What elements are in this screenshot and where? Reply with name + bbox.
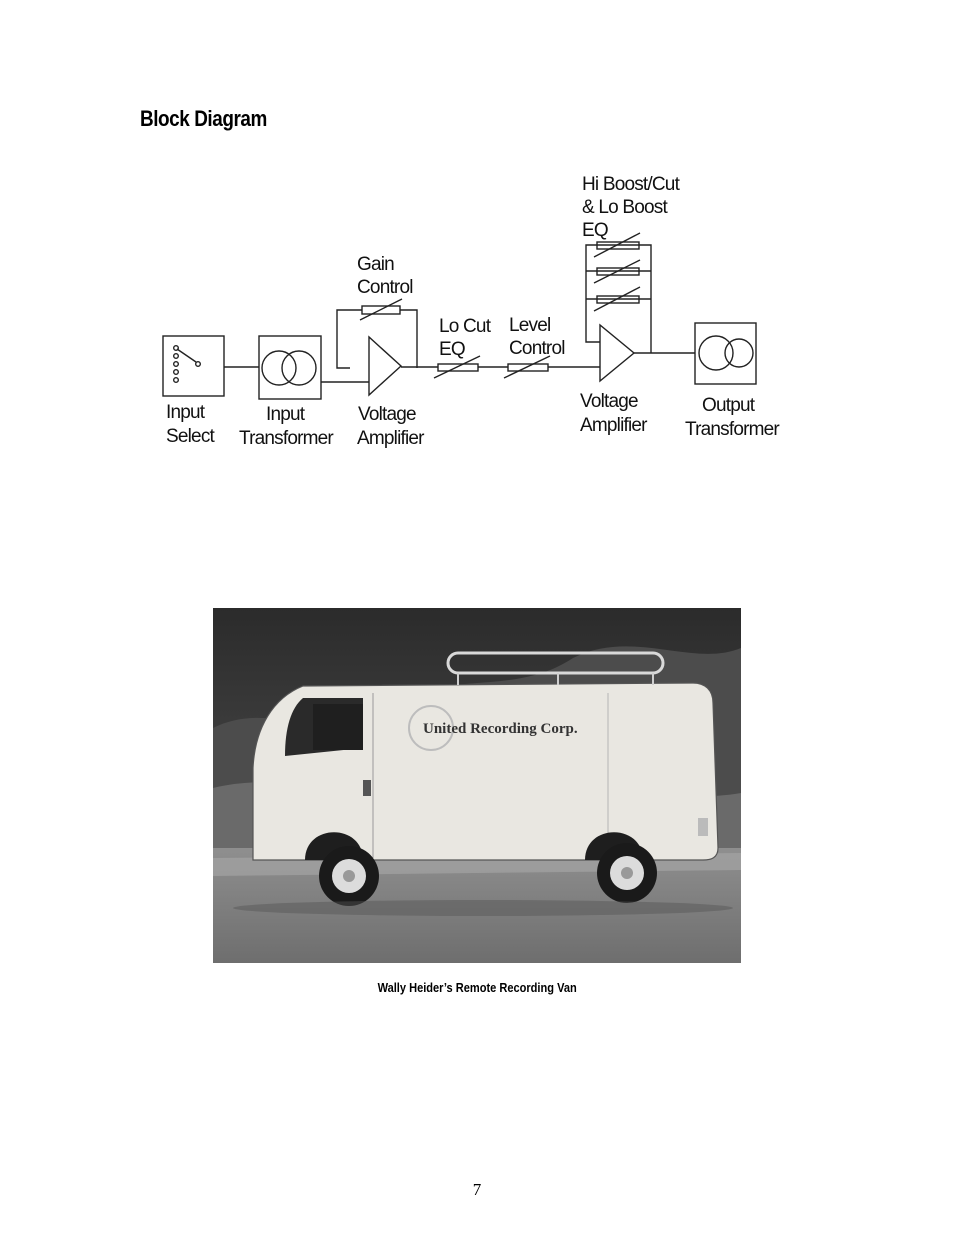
- level-control-resistor: [508, 364, 548, 371]
- page-number: 7: [472, 1180, 482, 1199]
- gain-control-label: Gain Control: [357, 254, 413, 298]
- level-control-label: Level Control: [509, 315, 565, 359]
- voltage-amplifier-1-triangle: [369, 337, 401, 395]
- lo-cut-eq-resistor: [438, 364, 478, 371]
- voltage-amplifier-1-label: Voltage Amplifier: [357, 404, 424, 449]
- input-select-label: Input Select: [166, 402, 215, 447]
- van-lettering: United Recording Corp.: [423, 721, 578, 737]
- photo-caption: Wally Heider’s Remote Recording Van: [377, 980, 577, 995]
- voltage-amplifier-2-label: Voltage Amplifier: [580, 391, 647, 436]
- input-select-box: [163, 336, 224, 396]
- output-transformer-icon: [699, 336, 753, 370]
- hi-lo-eq-label: Hi Boost/Cut & Lo Boost EQ: [582, 174, 680, 241]
- output-transformer-label: Output Transformer: [685, 395, 779, 440]
- van-photo: [213, 608, 741, 963]
- page-heading: Block Diagram: [140, 106, 267, 131]
- selector-switch-icon: [174, 346, 201, 383]
- input-transformer-label: Input Transformer: [239, 404, 333, 449]
- transformer-icon: [262, 351, 316, 385]
- voltage-amplifier-2-triangle: [600, 325, 634, 381]
- lo-cut-eq-label: Lo Cut EQ: [439, 316, 491, 360]
- block-diagram: [150, 165, 810, 465]
- input-transformer-box: [259, 336, 321, 399]
